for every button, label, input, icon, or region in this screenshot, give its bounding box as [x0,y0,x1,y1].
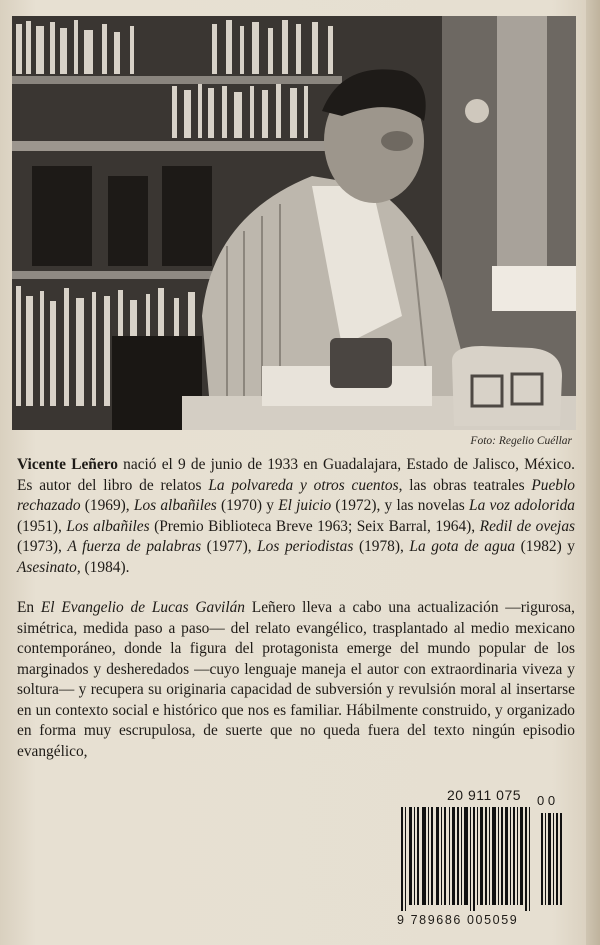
bio-text: , (1984). [76,558,130,576]
synopsis-text: Leñero lleva a cabo una actualización —rigurosa, simétrica, medida paso a paso— del relato evangélico, trasplantado al medio mexicano contemporáneo, donde la figura del protagonista emerge del mundo popular de los marginados y desheredados —cuyo lenguaje maneja el autor con extraordinaria viveza y soltura— y recupera su originaria capacidad de subversión y revulsión moral al insertarse en un contexto social e histórico que nos es familiar. Hábilmente construido, y organizado en forma muy escrupulosa, de suerte que no queda fuera del texto ningún episodio evangélico, [17,599,575,760]
book-title: Los albañiles [133,497,217,514]
book-title: Asesinato [17,558,77,576]
author-biography [17,455,575,578]
bio-text: (1972), y las novelas [331,497,470,514]
book-title: El juicio [278,497,332,514]
bio-text: (1969), [80,497,134,514]
book-title: La polvareda y otros cuentos [208,476,399,494]
synopsis-text: En [17,599,41,616]
barcode-addon: 0 0 [537,793,556,808]
book-title: La voz adolorida [469,497,575,514]
book-title: Los albañiles [66,517,150,535]
bio-text: (1973), [17,538,68,555]
author-photo-illustration [12,16,576,430]
photo-credit: Foto: Regelio Cuéllar [470,435,572,447]
author-photo [12,16,576,430]
bio-text: (1982) y [515,538,575,555]
author-name: Vicente Leñero [17,456,118,473]
isbn-number: 9 789686 005059 [397,913,519,927]
bio-text: (1977), [201,538,258,555]
book-title: A fuerza de palabras [67,538,202,555]
barcode-block [397,787,567,937]
bio-text: (1951), [17,517,67,535]
cover-edge [586,0,600,945]
bio-text: (1970) y [216,497,279,514]
book-title: El Evangelio de Lucas Gavilán [40,599,246,616]
book-title: La gota de agua [409,538,516,555]
barcode-number: 20 911 075 [447,787,522,803]
book-title: Pueblo rechazado [17,476,575,514]
bio-text: (1978), [353,538,410,555]
bio-text: nació el 9 de junio de 1933 en Guadalajara, Estado de Jalisco, México. Es autor del libro de relatos [17,456,575,494]
book-title: Los periodistas [257,538,354,555]
book-synopsis [17,598,575,762]
book-title: Redil de ovejas [479,517,576,535]
bio-text: (Premio Biblioteca Breve 1963; Seix Barral, 1964), [149,517,480,535]
barcode-bars [401,807,563,911]
bio-text: , las obras teatrales [398,476,532,494]
